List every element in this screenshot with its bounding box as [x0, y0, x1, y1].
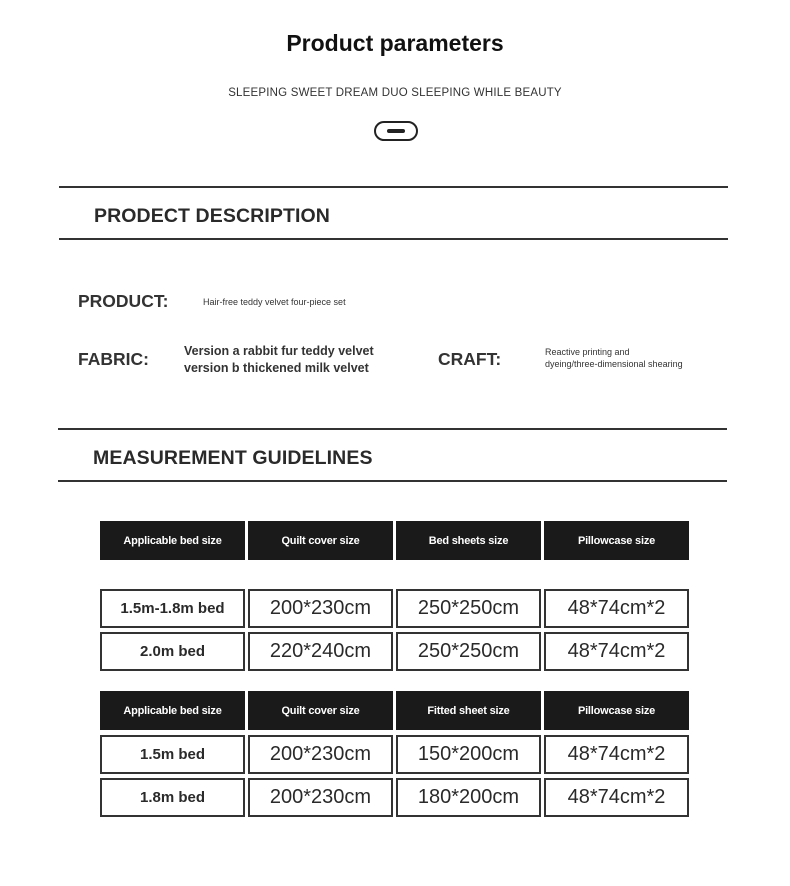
- table1-header-bed-sheets: Bed sheets size: [396, 521, 541, 560]
- fabric-value-line-1: Version a rabbit fur teddy velvet: [184, 344, 374, 358]
- craft-value-line-2: dyeing/three-dimensional shearing: [545, 359, 683, 369]
- table1-row1-bed-sheets: 250*250cm: [396, 589, 541, 628]
- table2-row1-fitted-sheet: 150*200cm: [396, 735, 541, 774]
- tagline: SLEEPING SWEET DREAM DUO SLEEPING WHILE BEAUTY: [228, 87, 562, 99]
- section-divider-top: [59, 186, 728, 188]
- table2-row2-bed-size: 1.8m bed: [100, 778, 245, 817]
- table2-row1-bed-size: 1.5m bed: [100, 735, 245, 774]
- table2-row2-fitted-sheet: 180*200cm: [396, 778, 541, 817]
- section-divider-bottom: [58, 480, 727, 482]
- table2-header-quilt-cover: Quilt cover size: [248, 691, 393, 730]
- table2-row1-quilt-cover: 200*230cm: [248, 735, 393, 774]
- table1-header-bed-size: Applicable bed size: [100, 521, 245, 560]
- table1-header-quilt-cover: Quilt cover size: [248, 521, 393, 560]
- table1-row1-pillowcase: 48*74cm*2: [544, 589, 689, 628]
- fabric-value-line-2: version b thickened milk velvet: [184, 361, 369, 375]
- minus-icon: [374, 121, 418, 141]
- table2-row2-quilt-cover: 200*230cm: [248, 778, 393, 817]
- table2-row1-pillowcase: 48*74cm*2: [544, 735, 689, 774]
- table2-row2-pillowcase: 48*74cm*2: [544, 778, 689, 817]
- section-divider-top: [58, 428, 727, 430]
- table1-row1-quilt-cover: 200*230cm: [248, 589, 393, 628]
- section-divider-bottom: [59, 238, 728, 240]
- craft-value-line-1: Reactive printing and: [545, 347, 630, 357]
- table1-row2-bed-size: 2.0m bed: [100, 632, 245, 671]
- table1-row1-bed-size: 1.5m-1.8m bed: [100, 589, 245, 628]
- page-title: Product parameters: [286, 30, 504, 56]
- product-value: Hair-free teddy velvet four-piece set: [203, 297, 346, 307]
- description-heading: PRODECT DESCRIPTION: [94, 205, 330, 227]
- table2-header-pillowcase: Pillowcase size: [544, 691, 689, 730]
- table1-row2-bed-sheets: 250*250cm: [396, 632, 541, 671]
- table1-header-pillowcase: Pillowcase size: [544, 521, 689, 560]
- measurement-heading: MEASUREMENT GUIDELINES: [93, 447, 373, 469]
- product-label: PRODUCT:: [78, 291, 169, 311]
- craft-value: [545, 346, 683, 370]
- table1-row2-pillowcase: 48*74cm*2: [544, 632, 689, 671]
- fabric-label: FABRIC:: [78, 349, 149, 369]
- table2-header-bed-size: Applicable bed size: [100, 691, 245, 730]
- table2-header-fitted-sheet: Fitted sheet size: [396, 691, 541, 730]
- fabric-value: [184, 343, 374, 377]
- craft-label: CRAFT:: [438, 349, 502, 369]
- table1-row2-quilt-cover: 220*240cm: [248, 632, 393, 671]
